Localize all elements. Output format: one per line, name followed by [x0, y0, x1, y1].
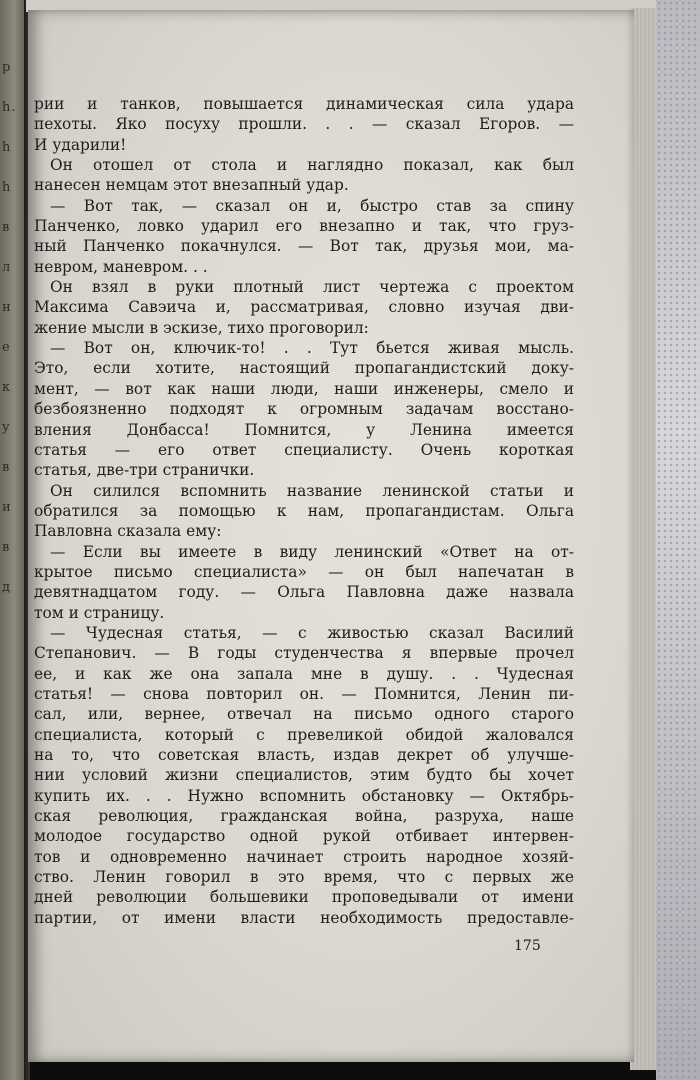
page-number: 175	[514, 938, 541, 954]
text-line: ный Панченко покачнулся. — Вот так, друзья мои, ма-	[34, 237, 574, 256]
text-line: И ударили!	[34, 135, 127, 154]
text-line: Степанович. — В годы студенчества я впервые прочел	[34, 644, 574, 663]
text-line: пехоты. Яко посуху прошли. . . — сказал Егоров. —	[34, 115, 574, 134]
text-line: — Если вы имеете в виду ленинский «Ответ на от-	[50, 542, 574, 561]
text-line: — Чудесная статья, — с живостью сказал Василий	[50, 623, 574, 642]
text-line: невром, маневром. . .	[34, 257, 208, 276]
text-line: молодое государство одной рукой отбивает интервен-	[34, 827, 574, 846]
text-line: мент, — вот как наши люди, наши инженеры, смело и	[34, 379, 574, 398]
text-line: — Вот он, ключик-то! . . Тут бьется живая мысль.	[50, 339, 574, 358]
text-line: том и страницу.	[34, 603, 165, 622]
text-line: Он силился вспомнить название ленинской статьи и	[50, 481, 574, 500]
text-line: специалиста, который с превеликой обидой жаловался	[34, 725, 574, 744]
left-page-text-fragment: в	[2, 220, 11, 235]
text-line: Максима Савэича и, рассматривая, словно изучая дви-	[34, 298, 574, 317]
text-line: статья, две-три странички.	[34, 461, 255, 480]
text-line: ство. Ленин говорил в это время, что с первых же	[34, 868, 574, 887]
left-page-text-fragment: н	[2, 300, 12, 315]
left-page-text-fragment: е	[2, 340, 11, 355]
left-page-text-fragment: h.	[2, 100, 17, 115]
cover-texture	[656, 0, 700, 1080]
left-page-text-fragment: p	[2, 60, 12, 75]
text-line: сал, или, вернее, отвечал на письмо одного старого	[34, 705, 574, 724]
left-page-text-fragment: h	[2, 140, 12, 155]
left-page-text-fragment: в	[2, 540, 11, 555]
text-line: дней революции большевики проповедывали от имени	[34, 888, 574, 907]
text-line: — Вот так, — сказал он и, быстро став за спину	[50, 196, 574, 215]
text-line: рии и танков, повышается динамическая сила удара	[34, 95, 574, 113]
text-line: вления Донбасса! Помнится, у Ленина имеется	[34, 420, 574, 439]
text-line: Павловна сказала ему:	[34, 522, 222, 541]
text-line: купить их. . . Нужно вспомнить обстановку — Октябрь-	[34, 786, 574, 805]
text-line: обратился за помощью к нам, пропагандистам. Ольга	[34, 501, 574, 520]
text-line: Он взял в руки плотный лист чертежа с проектом	[50, 278, 574, 297]
text-line: нанесен немцам этот внезапный удар.	[34, 176, 349, 195]
text-line: жение мысли в эскизе, тихо проговорил:	[34, 318, 369, 337]
left-page-text-fragment: у	[2, 420, 11, 435]
text-line: тов и одновременно начинает строить народное хозяй-	[34, 847, 574, 866]
text-line: статья! — снова повторил он. — Помнится, Ленин пи-	[34, 684, 574, 703]
text-line: партии, от имени власти необходимость предоставле-	[34, 908, 574, 927]
left-facing-page-edge	[0, 0, 26, 1080]
text-line: девятнадцатом году. — Ольга Павловна даже назвала	[34, 583, 574, 602]
text-line: ее, и как же она запала мне в душу. . . Чудесная	[34, 664, 574, 683]
text-line: статья — его ответ специалисту. Очень короткая	[34, 440, 574, 459]
left-page-text-fragment: h	[2, 180, 12, 195]
text-line: Он отошел от стола и наглядно показал, как был	[50, 156, 574, 175]
text-line: ская революция, гражданская война, разруха, наше	[34, 807, 574, 826]
text-line: нии условий жизни специалистов, этим будто бы хочет	[34, 766, 574, 785]
book-cover	[656, 0, 700, 1080]
text-line: на то, что советская власть, издав декрет об улучше-	[34, 746, 574, 764]
text-line: Панченко, ловко ударил его внезапно и так, что груз-	[34, 217, 574, 236]
left-page-text-fragment: в	[2, 460, 11, 475]
left-page-text-fragment: к	[2, 380, 12, 395]
text-line: безбоязненно подходят к огромным задачам восстано-	[34, 400, 574, 419]
left-page-text-fragment: л	[2, 260, 12, 275]
page-text-block	[34, 94, 574, 928]
left-page-text-fragment: и	[2, 500, 12, 515]
book-page	[28, 10, 634, 1062]
text-line: Это, если хотите, настоящий пропагандистский доку-	[34, 359, 574, 378]
text-line: крытое письмо специалиста» — он был напечатан в	[34, 562, 574, 581]
left-page-text-fragment: д	[2, 580, 12, 595]
